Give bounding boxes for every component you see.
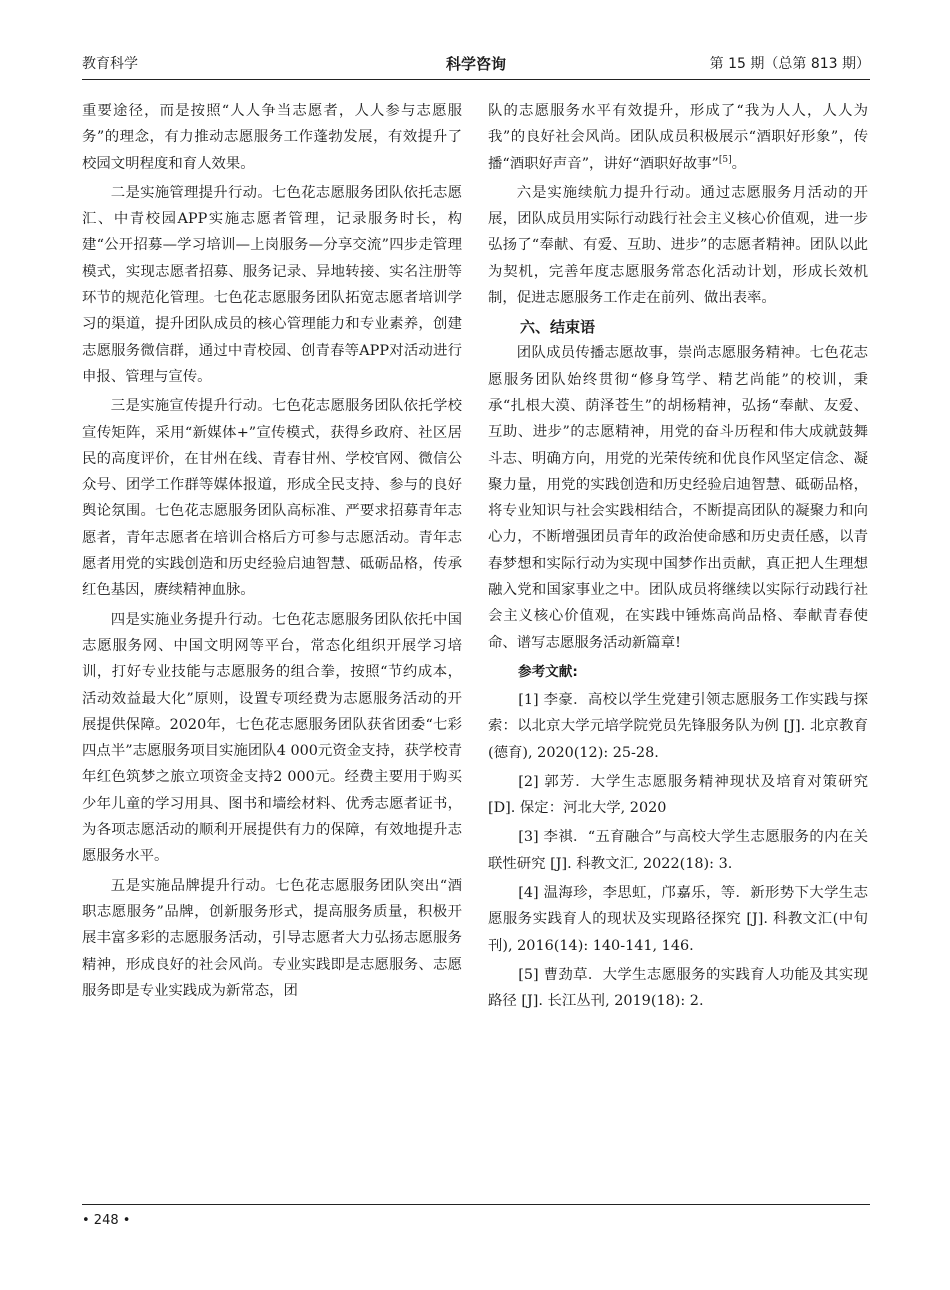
header-issue-number: 第 15 期（总第 813 期） — [709, 56, 870, 72]
header-section-label: 教育科学 — [82, 56, 138, 72]
reference-item: [1] 李豪．高校以学生党建引领志愿服务工作实践与探索：以北京大学元培学院党员先锋服务队为例 [J]. 北京教育(德育), 2020(12): 25-28. — [488, 691, 868, 761]
reference-item: [3] 李祺．“五育融合”与高校大学生志愿服务的内在关联性研究 [J]. 科教文汇, 2022(18): 3. — [488, 829, 868, 872]
reference-item: [4] 温海珍，李思虹，邝嘉乐，等．新形势下大学生志愿服务实践育人的现状及实现路径探究 [J]. 科教文汇(中旬刊), 2016(14): 140-141, 146. — [488, 885, 868, 954]
footer-divider — [82, 1204, 870, 1205]
reference-item: [2] 郭芳．大学生志愿服务精神现状及培育对策研究 [D]. 保定：河北大学, 2020 — [488, 773, 868, 817]
paragraph-end: 。 — [731, 155, 747, 172]
body-paragraph: 团队成员传播志愿故事，崇尚志愿服务精神。七色花志愿服务团队始终贯彻“修身笃学、精艺尚能”的校训，秉承“扎根大漠、荫泽苍生”的胡杨精神，弘扬“奉献、友爱、互助、进步”的志愿精神，用党的奋斗历程和伟大成就鼓舞斗志、明确方向，用党的光荣传统和优良作风坚定信念、凝聚力量，用党的实践创造和历史经验启迪智慧、砥砺品格，将专业知识与社会实践相结合，不断提高团队的凝聚力和向心力，不断增强团员青年的政治使命感和历史责任感，以青春梦想和实际行动为实现中国梦作出贡献，真正把人生理想融入党和国家事业之中。团队成员将继续以实际行动践行社会主义核心价值观，在实践中锤炼高尚品格、奉献青春使命、谱写志愿服务活动新篇章! — [488, 345, 868, 651]
body-paragraph: 三是实施宣传提升行动。七色花志愿服务团队依托学校宣传矩阵，采用“新媒体+”宣传模式，获得乡政府、社区居民的高度评价，在甘州在线、青春甘州、学校官网、微信公众号、团学工作群等媒体报道，形成全民支持、参与的良好舆论氛围。七色花志愿服务团队高标准、严要求招募青年志愿者，青年志愿者在培训合格后方可参与志愿活动。青年志愿者用党的实践创造和历史经验启迪智慧、砥砺品格，传承红色基因，赓续精神血脉。 — [82, 398, 462, 599]
body-paragraph: 四是实施业务提升行动。七色花志愿服务团队依托中国志愿服务网、中国文明网等平台，常态化组织开展学习培训，打好专业技能与志愿服务的组合拳，按照“节约成本，活动效益最大化”原则，设置专项经费为志愿服务活动的开展提供保障。2020年，七色花志愿服务团队获省团委“七彩四点半”志愿服务项目实施团队4 000元资金支持，获学校青年红色筑梦之旅立项资金支持2 000元。经费主要用于购买少年儿童的学习用具、图书和墙绘材料、优秀志愿者证书，为各项志愿活动的顺利开展提供有力的保障，有效地提升志愿服务水平。 — [82, 611, 462, 865]
reference-item: [5] 曹劲草．大学生志愿服务的实践育人功能及其实现路径 [J]. 长江丛刊, 2019(18): 2. — [488, 966, 868, 1010]
paragraph-text: 队的志愿服务水平有效提升，形成了“我为人人，人人为我”的良好社会风尚。团队成员积极展示“酒职好形象”，传播“酒职好声音”，讲好“酒职好故事” — [488, 103, 868, 172]
page-number: • 248 • — [82, 1213, 131, 1228]
header-journal-title: 科学咨询 — [445, 55, 506, 73]
body-paragraph: 二是实施管理提升行动。七色花志愿服务团队依托志愿汇、中青校园APP实施志愿者管理，记录服务时长，构建“公开招募—学习培训—上岗服务—分享交流”四步走管理模式，实现志愿者招募、服务记录、异地转接、实名注册等环节的规范化管理。七色花志愿服务团队拓宽志愿者培训学习的渠道，提升团队成员的核心管理能力和专业素养，创建志愿服务微信群，通过中青校园、创青春等APP对活动进行申报、管理与宣传。 — [82, 184, 462, 385]
right-column — [488, 98, 868, 1018]
body-paragraph: 六是实施续航力提升行动。通过志愿服务月活动的开展，团队成员用实际行动践行社会主义核心价值观，进一步弘扬了“奉献、有爱、互助、进步”的志愿者精神。团队以此为契机，完善年度志愿服务常态化活动计划，形成长效机制，促进志愿服务工作走在前列、做出表率。 — [488, 184, 868, 307]
header-divider — [82, 79, 870, 80]
body-paragraph: 五是实施品牌提升行动。七色花志愿服务团队突出“酒职志愿服务”品牌，创新服务形式，提高服务质量，积极开展丰富多彩的志愿服务活动，引导志愿者大力弘扬志愿服务精神，形成良好的社会风尚。专业实践即是志愿服务、志愿服务即是专业实践成为新常态，团 — [82, 877, 462, 999]
left-column — [82, 98, 462, 1007]
citation-marker: [5] — [718, 154, 732, 165]
references-heading: 参考文献: — [518, 663, 578, 680]
body-paragraph — [488, 98, 868, 177]
section-heading: 六、结束语 — [520, 318, 596, 337]
body-paragraph: 重要途径，而是按照“人人争当志愿者，人人参与志愿服务”的理念，有力推动志愿服务工作蓬勃发展，有效提升了校园文明程度和育人效果。 — [82, 103, 462, 172]
running-header — [82, 53, 870, 75]
